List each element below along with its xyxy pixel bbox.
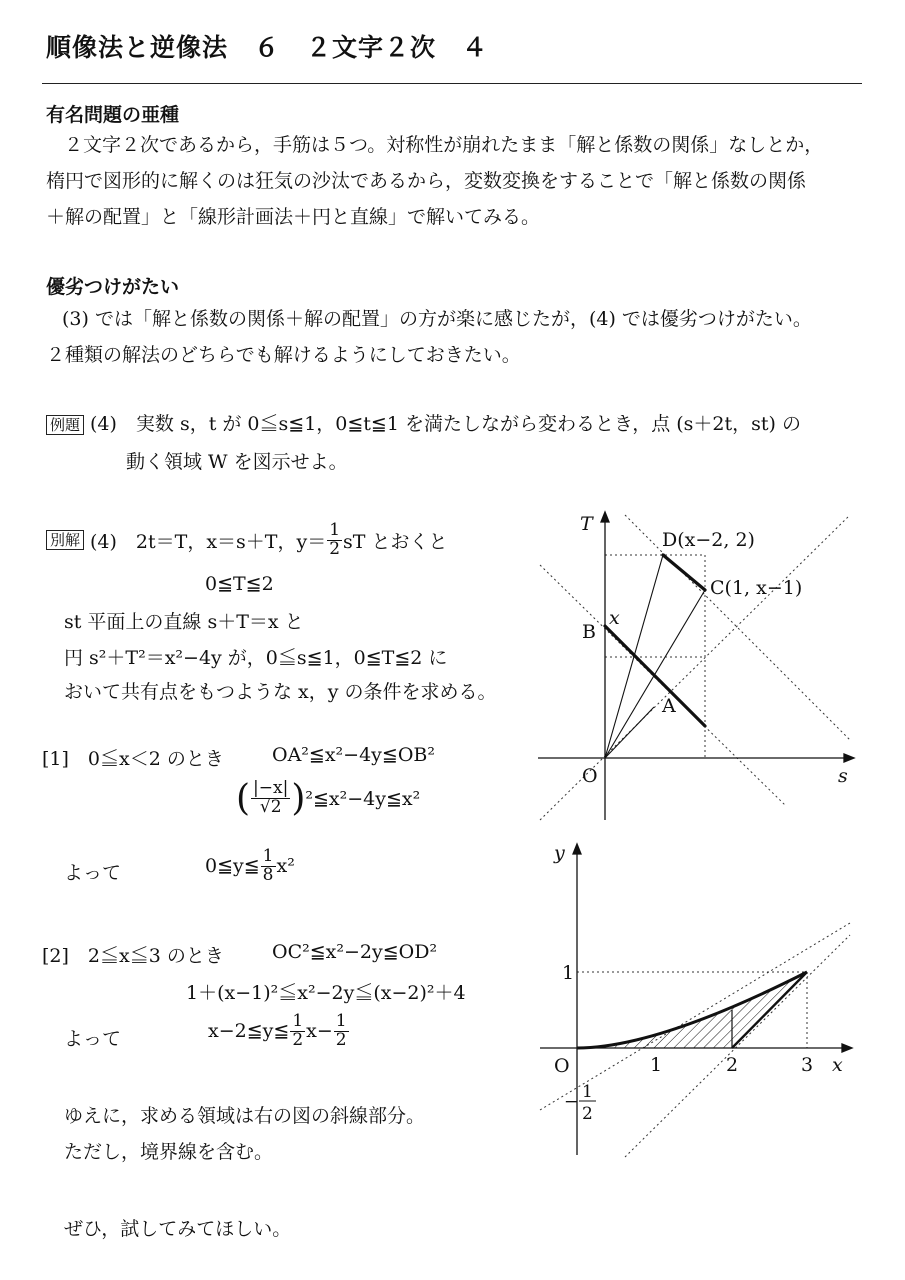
section1-heading: 有名問題の亜種 [46, 104, 180, 126]
tick-x-1: 1 [650, 1054, 663, 1076]
tick-y-neg-sign: − [564, 1092, 579, 1112]
fraction-half: $\frac{1}{2}$ [329, 520, 341, 559]
solution-line-b: 円 s²＋T²＝x²−4y が，0≦s≦1，0≦T≦2 に [64, 647, 448, 669]
section2-line-2: ２種類の解法のどちらでも解けるようにしておきたい。 [46, 344, 521, 366]
label-x-intercept: x [609, 607, 620, 629]
label-y: y [554, 842, 565, 864]
example-line-1 [46, 409, 801, 436]
axis-s-arrow [844, 754, 854, 762]
solution-tag: 別解 [46, 530, 84, 550]
example-tag: 例題 [46, 415, 84, 435]
label-T: T [580, 513, 593, 535]
label-D: D(x−2, 2) [662, 529, 755, 551]
solution-intro-post: sT とおくと [343, 530, 448, 553]
solution-line-c: おいて共有点をもつような x，y の条件を求める。 [64, 681, 497, 703]
section2-heading: 優劣つけがたい [46, 276, 180, 298]
case1-label: [1] 0≦x＜2 のとき [42, 748, 224, 770]
case1-result: 0≦y≦ $\frac{1}{8}$ x² [205, 846, 295, 885]
case1-expression-rest: ²≦x²−4y≦x² [305, 787, 421, 810]
solution-line-a: st 平面上の直線 s＋T＝x と [64, 611, 304, 633]
label-C: C(1, x−1) [710, 577, 803, 599]
tick-y-neg-num: 1 [582, 1082, 593, 1102]
case2-inequality: OC²≦x²−2y≦OD² [272, 941, 438, 963]
axis-x-arrow [842, 1044, 852, 1052]
case2-so: よって [64, 1028, 122, 1050]
page-title: 順像法と逆像法 ６ ２文字２次 ４ [46, 33, 489, 62]
case2-result: x−2≦y≦ $\frac{1}{2}$ x− $\frac{1}{2}$ [208, 1011, 347, 1050]
axis-y-arrow [573, 844, 581, 854]
solution-intro-pre: (4) 2t＝T，x＝s＋T，y＝ [90, 530, 327, 553]
conclusion-line-2: ただし，境界線を含む。 [64, 1141, 274, 1163]
condition-T: 0≦T≦2 [205, 573, 274, 595]
title-divider [42, 83, 862, 84]
example-text-1: (4) 実数 s，t が 0≦s≦1，0≦t≦1 を満たしながら変わるとき，点 (s＋2t，st) の [90, 413, 801, 435]
tick-y-1: 1 [562, 962, 575, 984]
conclusion-line-1: ゆえに，求める領域は右の図の斜線部分。 [64, 1105, 426, 1127]
section2-body [46, 301, 812, 373]
fraction-eighth: $\frac{1}{8}$ [262, 846, 274, 885]
label-s: s [838, 765, 848, 787]
axis-T-arrow [601, 512, 609, 522]
figure-st-plane [530, 500, 875, 830]
case1-so: よって [64, 862, 122, 884]
case2-label: [2] 2≦x≦3 のとき [42, 945, 224, 967]
section1-line-3: ＋解の配置」と「線形計画法＋円と直線」で解いてみる。 [46, 206, 541, 228]
section1-line-1: ２文字２次であるから，手筋は５つ。対称性が崩れたまま「解と係数の関係」なしとか， [64, 134, 824, 156]
label-origin: O [582, 765, 598, 787]
label-A: A [662, 695, 676, 717]
tick-x-2: 2 [726, 1054, 739, 1076]
segment-BA [605, 626, 705, 726]
case2-fraction-1: $\frac{1}{2}$ [292, 1011, 304, 1050]
case1-fraction: $\frac{|-x|}{√2}$ [253, 778, 289, 817]
section2-line-1: (3) では「解と係数の関係＋解の配置」の方が楽に感じたが，(4) では優劣つけがたい。 [62, 308, 812, 330]
segment-DC [663, 555, 705, 590]
section1-body [46, 127, 823, 235]
tick-x-3: 3 [801, 1054, 814, 1076]
label-origin-2: O [554, 1055, 570, 1077]
example-line-2: 動く領域 W を図示せよ。 [126, 451, 348, 473]
svg-text:2: 2 [582, 1104, 593, 1124]
section1-line-2: 楕円で図形的に解くのは狂気の沙汰であるから，変数変換をすることで「解と係数の関係 [46, 170, 807, 192]
label-B: B [582, 621, 596, 643]
solution-intro [46, 522, 448, 559]
shaded-region [577, 972, 807, 1048]
case1-expression: ( $\frac{|-x|}{√2}$ ) ²≦x²−4y≦x² [236, 778, 421, 819]
case2-fraction-2: $\frac{1}{2}$ [335, 1011, 347, 1050]
case1-inequality: OA²≦x²−4y≦OB² [272, 744, 435, 766]
figure-xy-plane [530, 835, 875, 1165]
label-x: x [832, 1054, 843, 1076]
closing-line: ぜひ，試してみてほしい。 [64, 1218, 292, 1240]
case2-line2: 1＋(x−1)²≦x²−2y≦(x−2)²＋4 [186, 982, 466, 1004]
